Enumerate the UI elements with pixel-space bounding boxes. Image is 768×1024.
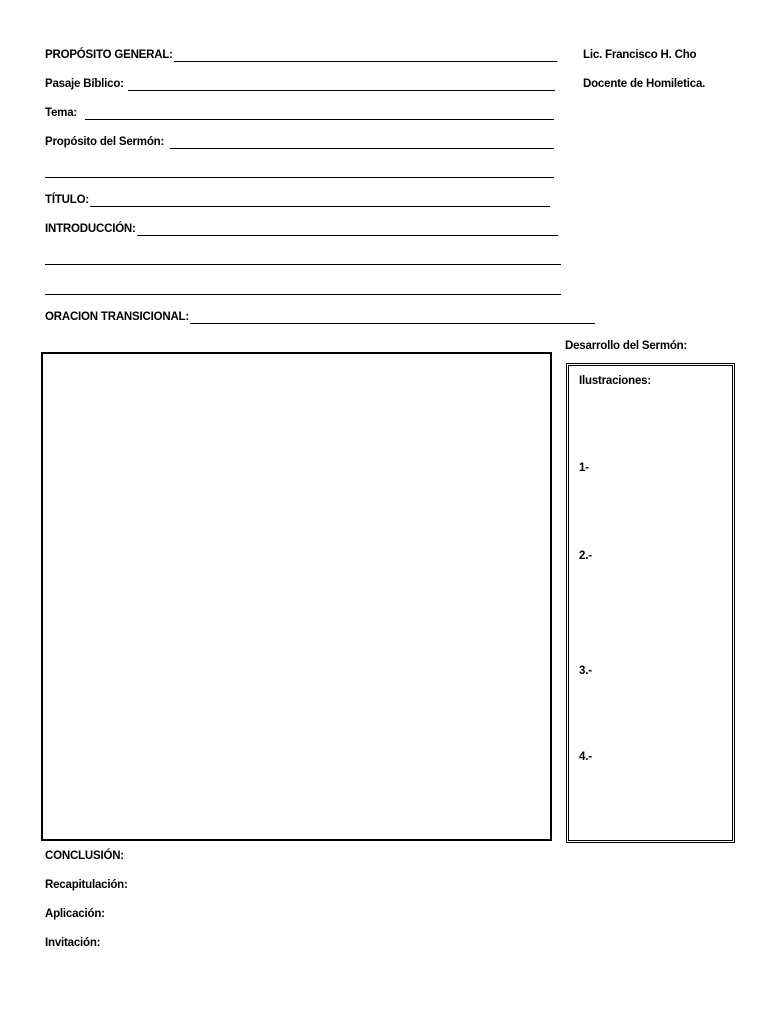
field-oracion-transicional-label: ORACION TRANSICIONAL: xyxy=(45,311,190,323)
field-pasaje-biblico[interactable] xyxy=(45,77,555,91)
field-titulo-blank[interactable] xyxy=(90,195,550,207)
field-introduccion[interactable] xyxy=(45,222,558,236)
field-titulo[interactable] xyxy=(45,193,550,207)
sermon-development-box[interactable] xyxy=(41,352,552,841)
instructor-name: Lic. Francisco H. Cho xyxy=(583,49,697,61)
field-proposito-general[interactable] xyxy=(45,48,557,62)
field-proposito-general-blank[interactable] xyxy=(174,50,557,62)
illustration-item-2: 2.- xyxy=(579,550,592,562)
field-oracion-transicional-blank[interactable] xyxy=(190,312,595,324)
field-introduccion-blank-3[interactable] xyxy=(45,294,561,295)
field-proposito-sermon-label: Propósito del Sermón: xyxy=(45,136,165,148)
field-proposito-sermon[interactable] xyxy=(45,135,554,149)
field-oracion-transicional[interactable] xyxy=(45,310,595,324)
illustration-item-3: 3.- xyxy=(579,665,592,677)
illustration-item-4: 4.- xyxy=(579,751,592,763)
conclusion-recapitulacion: Recapitulación: xyxy=(45,879,128,891)
field-proposito-sermon-blank-2[interactable] xyxy=(45,177,554,178)
conclusion-aplicacion: Aplicación: xyxy=(45,908,105,920)
instructor-role: Docente de Homiletica. xyxy=(583,78,706,90)
field-pasaje-biblico-label: Pasaje Bíblico: xyxy=(45,78,124,90)
field-tema-label: Tema: xyxy=(45,107,78,119)
field-titulo-label: TÍTULO: xyxy=(45,194,89,206)
field-proposito-general-label: PROPÓSITO GENERAL: xyxy=(45,49,173,61)
field-introduccion-blank[interactable] xyxy=(137,224,558,236)
development-label: Desarrollo del Sermón: xyxy=(565,340,688,352)
field-pasaje-biblico-blank[interactable] xyxy=(128,79,555,91)
field-proposito-sermon-blank[interactable] xyxy=(170,137,554,149)
field-introduccion-blank-2[interactable] xyxy=(45,264,561,265)
illustration-item-1: 1- xyxy=(579,462,589,474)
field-tema-blank[interactable] xyxy=(85,108,554,120)
conclusion-title: CONCLUSIÓN: xyxy=(45,850,124,862)
field-tema[interactable] xyxy=(45,106,554,120)
conclusion-invitacion: Invitación: xyxy=(45,937,101,949)
illustrations-box[interactable] xyxy=(566,363,735,843)
field-introduccion-label: INTRODUCCIÓN: xyxy=(45,223,136,235)
illustrations-title: Ilustraciones: xyxy=(579,375,651,387)
